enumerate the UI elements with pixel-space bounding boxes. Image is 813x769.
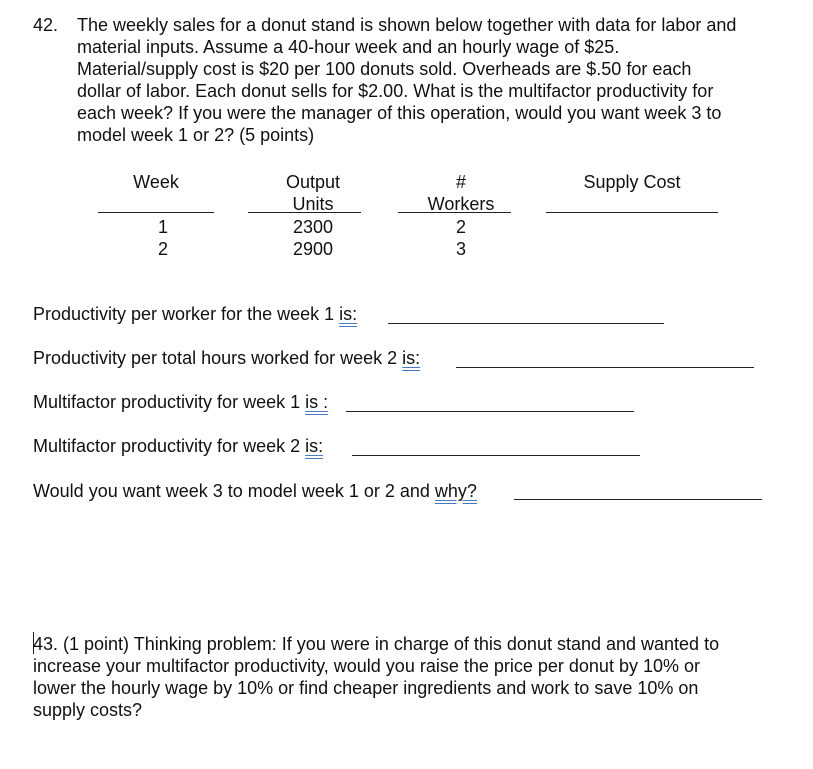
answer-prompt: Productivity per worker for the week 1	[33, 304, 340, 324]
question-line: each week? If you were the manager of this operation, would you want week 3 to	[77, 103, 722, 123]
header-output-line2: Units	[292, 194, 334, 214]
answer-week3-model	[33, 480, 477, 502]
question-43	[33, 633, 793, 721]
header-rule	[248, 212, 361, 213]
cell-workers: 3	[455, 239, 466, 259]
answer-prompt: Would you want week 3 to model week 1 or 2 and	[33, 481, 435, 501]
answer-blank[interactable]	[514, 499, 762, 500]
question-line: increase your multifactor productivity, would you raise the price per donut by 10% or	[33, 656, 700, 676]
header-workers-line2: Workers	[427, 194, 495, 214]
question-line: material inputs. Assume a 40-hour week and an hourly wage of $25.	[77, 37, 620, 57]
question-line: dollar of labor. Each donut sells for $2.00. What is the multifactor productivity for	[77, 81, 714, 101]
question-42-text	[77, 14, 803, 146]
question-line: The weekly sales for a donut stand is shown below together with data for labor and	[77, 15, 737, 35]
answer-prompt: Productivity per total hours worked for week 2	[33, 348, 403, 368]
header-workers-line1: #	[455, 172, 466, 192]
answer-productivity-week1	[33, 303, 357, 325]
cell-week: 2	[157, 239, 168, 259]
answer-lead: why?	[434, 481, 477, 501]
answer-multifactor-week1	[33, 391, 328, 413]
question-line: Material/supply cost is $20 per 100 donuts sold. Overheads are $.50 for each	[77, 59, 692, 79]
header-rule	[398, 212, 511, 213]
question-line: supply costs?	[33, 700, 143, 720]
answer-blank[interactable]	[346, 411, 634, 412]
answer-multifactor-week2	[33, 435, 323, 457]
header-supply-cost: Supply Cost	[583, 172, 681, 192]
question-line: lower the hourly wage by 10% or find cheaper ingredients and work to save 10% on	[33, 678, 699, 698]
header-rule	[98, 212, 214, 213]
answer-lead: is :	[305, 392, 329, 412]
header-rule	[546, 212, 718, 213]
answer-hours-week2	[33, 347, 420, 369]
answer-prompt: Multifactor productivity for week 1	[33, 392, 306, 412]
answer-lead: is:	[402, 348, 421, 368]
cell-output: 2900	[292, 239, 334, 259]
question-line: model week 1 or 2? (5 points)	[77, 125, 315, 145]
cell-workers: 2	[455, 217, 466, 237]
answer-prompt: Multifactor productivity for week 2	[33, 436, 306, 456]
answer-lead: is:	[339, 304, 358, 324]
cell-output: 2300	[292, 217, 334, 237]
header-output-line1: Output	[285, 172, 341, 192]
question-number: 42.	[33, 15, 59, 35]
cell-week: 1	[157, 217, 168, 237]
answer-lead: is:	[305, 436, 324, 456]
answer-blank[interactable]	[388, 323, 664, 324]
header-week: Week	[133, 172, 179, 192]
question-line: 43. (1 point) Thinking problem: If you were in charge of this donut stand and wanted to	[33, 634, 720, 654]
answer-blank[interactable]	[352, 455, 640, 456]
answer-blank[interactable]	[456, 367, 754, 368]
